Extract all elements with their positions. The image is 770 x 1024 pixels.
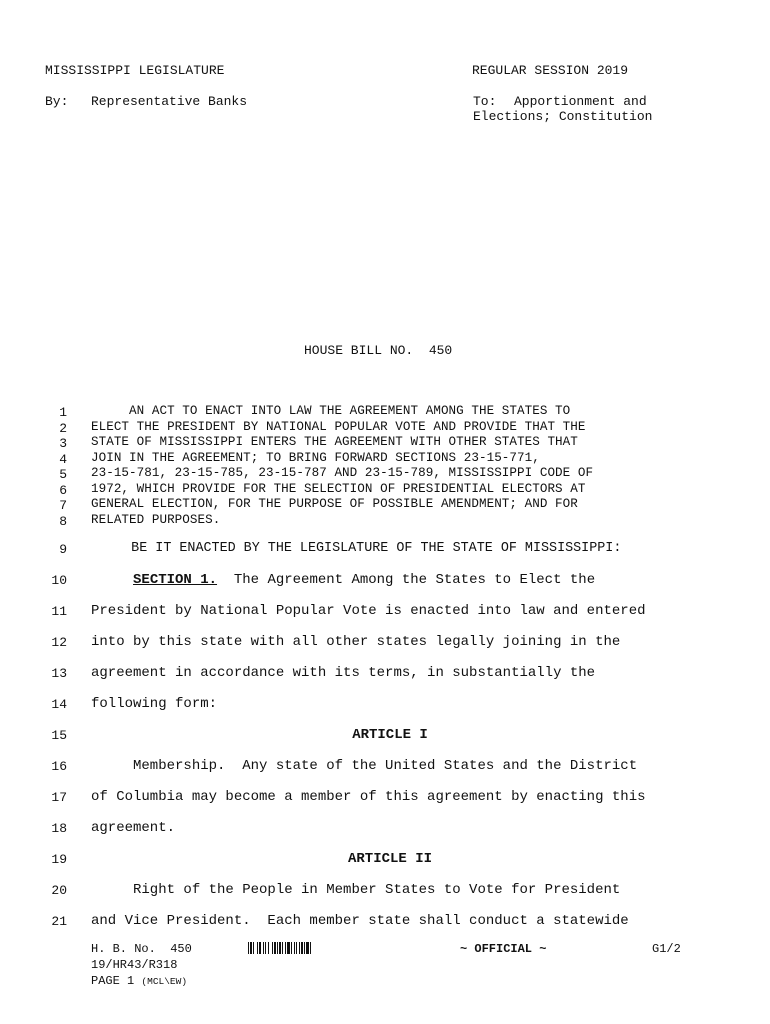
line-number: 15 [51,728,67,743]
text-line: 1972, WHICH PROVIDE FOR THE SELECTION OF PRESIDENTIAL ELECTORS AT [91,481,586,496]
page-label: PAGE 1 [91,974,135,988]
by-label: By: [45,94,69,109]
text-line: RELATED PURPOSES. [91,512,221,527]
text-line: into by this state with all other states legally joining in the [91,634,621,650]
to-label: To: [473,94,497,109]
footer-bill-ref: H. B. No. 450 [91,942,192,956]
line-number: 12 [51,635,67,650]
section-1-label: SECTION 1. [133,572,218,588]
barcode [248,942,356,954]
line-number: 18 [51,821,67,836]
line-number: 4 [59,451,67,467]
line-number: 14 [51,697,67,712]
section-1-line [91,572,691,588]
enacting-clause: BE IT ENACTED BY THE LEGISLATURE OF THE STATE OF MISSISSIPPI: [91,541,622,556]
line-number: 16 [51,759,67,774]
text-line: following form: [91,696,218,712]
line-number: 1 [59,405,67,420]
article-2-heading: ARTICLE II [347,851,432,867]
text-line: 23-15-781, 23-15-785, 23-15-787 AND 23-15-789, MISSISSIPPI CODE OF [91,466,594,480]
article-1-heading: ARTICLE I [352,727,428,743]
sponsor-name: Representative Banks [91,94,248,109]
text-line: AN ACT TO ENACT INTO LAW THE AGREEMENT AMONG THE STATES TO [91,404,571,418]
line-number: 2 [59,420,67,436]
line-number: 11 [51,604,67,619]
text-line: agreement. [91,820,176,836]
bill-title: HOUSE BILL NO. 450 [304,343,453,358]
committee-line-2: Elections; Constitution [473,109,653,124]
page-number [91,974,187,988]
text-line: agreement in accordance with its terms, in substantially the [91,665,596,681]
line-number: 7 [59,498,67,513]
line-number: 5 [59,467,67,482]
line-number: 17 [51,790,67,805]
drafter-code: (MCL\EW) [141,976,188,987]
barcode-bar [311,942,313,954]
text-line: ELECT THE PRESIDENT BY NATIONAL POPULAR VOTE AND PROVIDE THAT THE [91,419,586,434]
session-label: REGULAR SESSION 2019 [472,63,629,78]
text-line: STATE OF MISSISSIPPI ENTERS THE AGREEMENT WITH OTHER STATES THAT [91,435,578,449]
text-line: President by National Popular Vote is enacted into law and entered [91,603,646,619]
official-label: ~ OFFICIAL ~ [460,942,547,956]
line-number: 9 [59,542,67,557]
line-number: 20 [51,883,67,898]
line-number: 8 [59,513,67,529]
text-line: JOIN IN THE AGREEMENT; TO BRING FORWARD SECTIONS 23-15-771, [91,450,540,465]
text-line: GENERAL ELECTION, FOR THE PURPOSE OF POSSIBLE AMENDMENT; AND FOR [91,497,578,511]
draft-code: 19/HR43/R318 [91,958,178,972]
line-number: 21 [51,914,67,929]
section-1-text: The Agreement Among the States to Elect the [217,572,596,588]
committee-line-1: Apportionment and [514,94,647,109]
line-number: 10 [51,573,67,588]
legislature-name: MISSISSIPPI LEGISLATURE [45,63,225,78]
line-number: 3 [59,436,67,451]
text-line: of Columbia may become a member of this agreement by enacting this [91,789,646,805]
text-line: and Vice President. Each member state shall conduct a statewide [91,913,629,929]
line-number: 19 [51,852,67,867]
text-line: Right of the People in Member States to Vote for President [91,882,621,898]
text-line: Membership. Any state of the United States and the District [91,758,638,774]
line-number: 13 [51,666,67,681]
line-number: 6 [59,482,67,498]
page-code: G1/2 [652,942,681,956]
